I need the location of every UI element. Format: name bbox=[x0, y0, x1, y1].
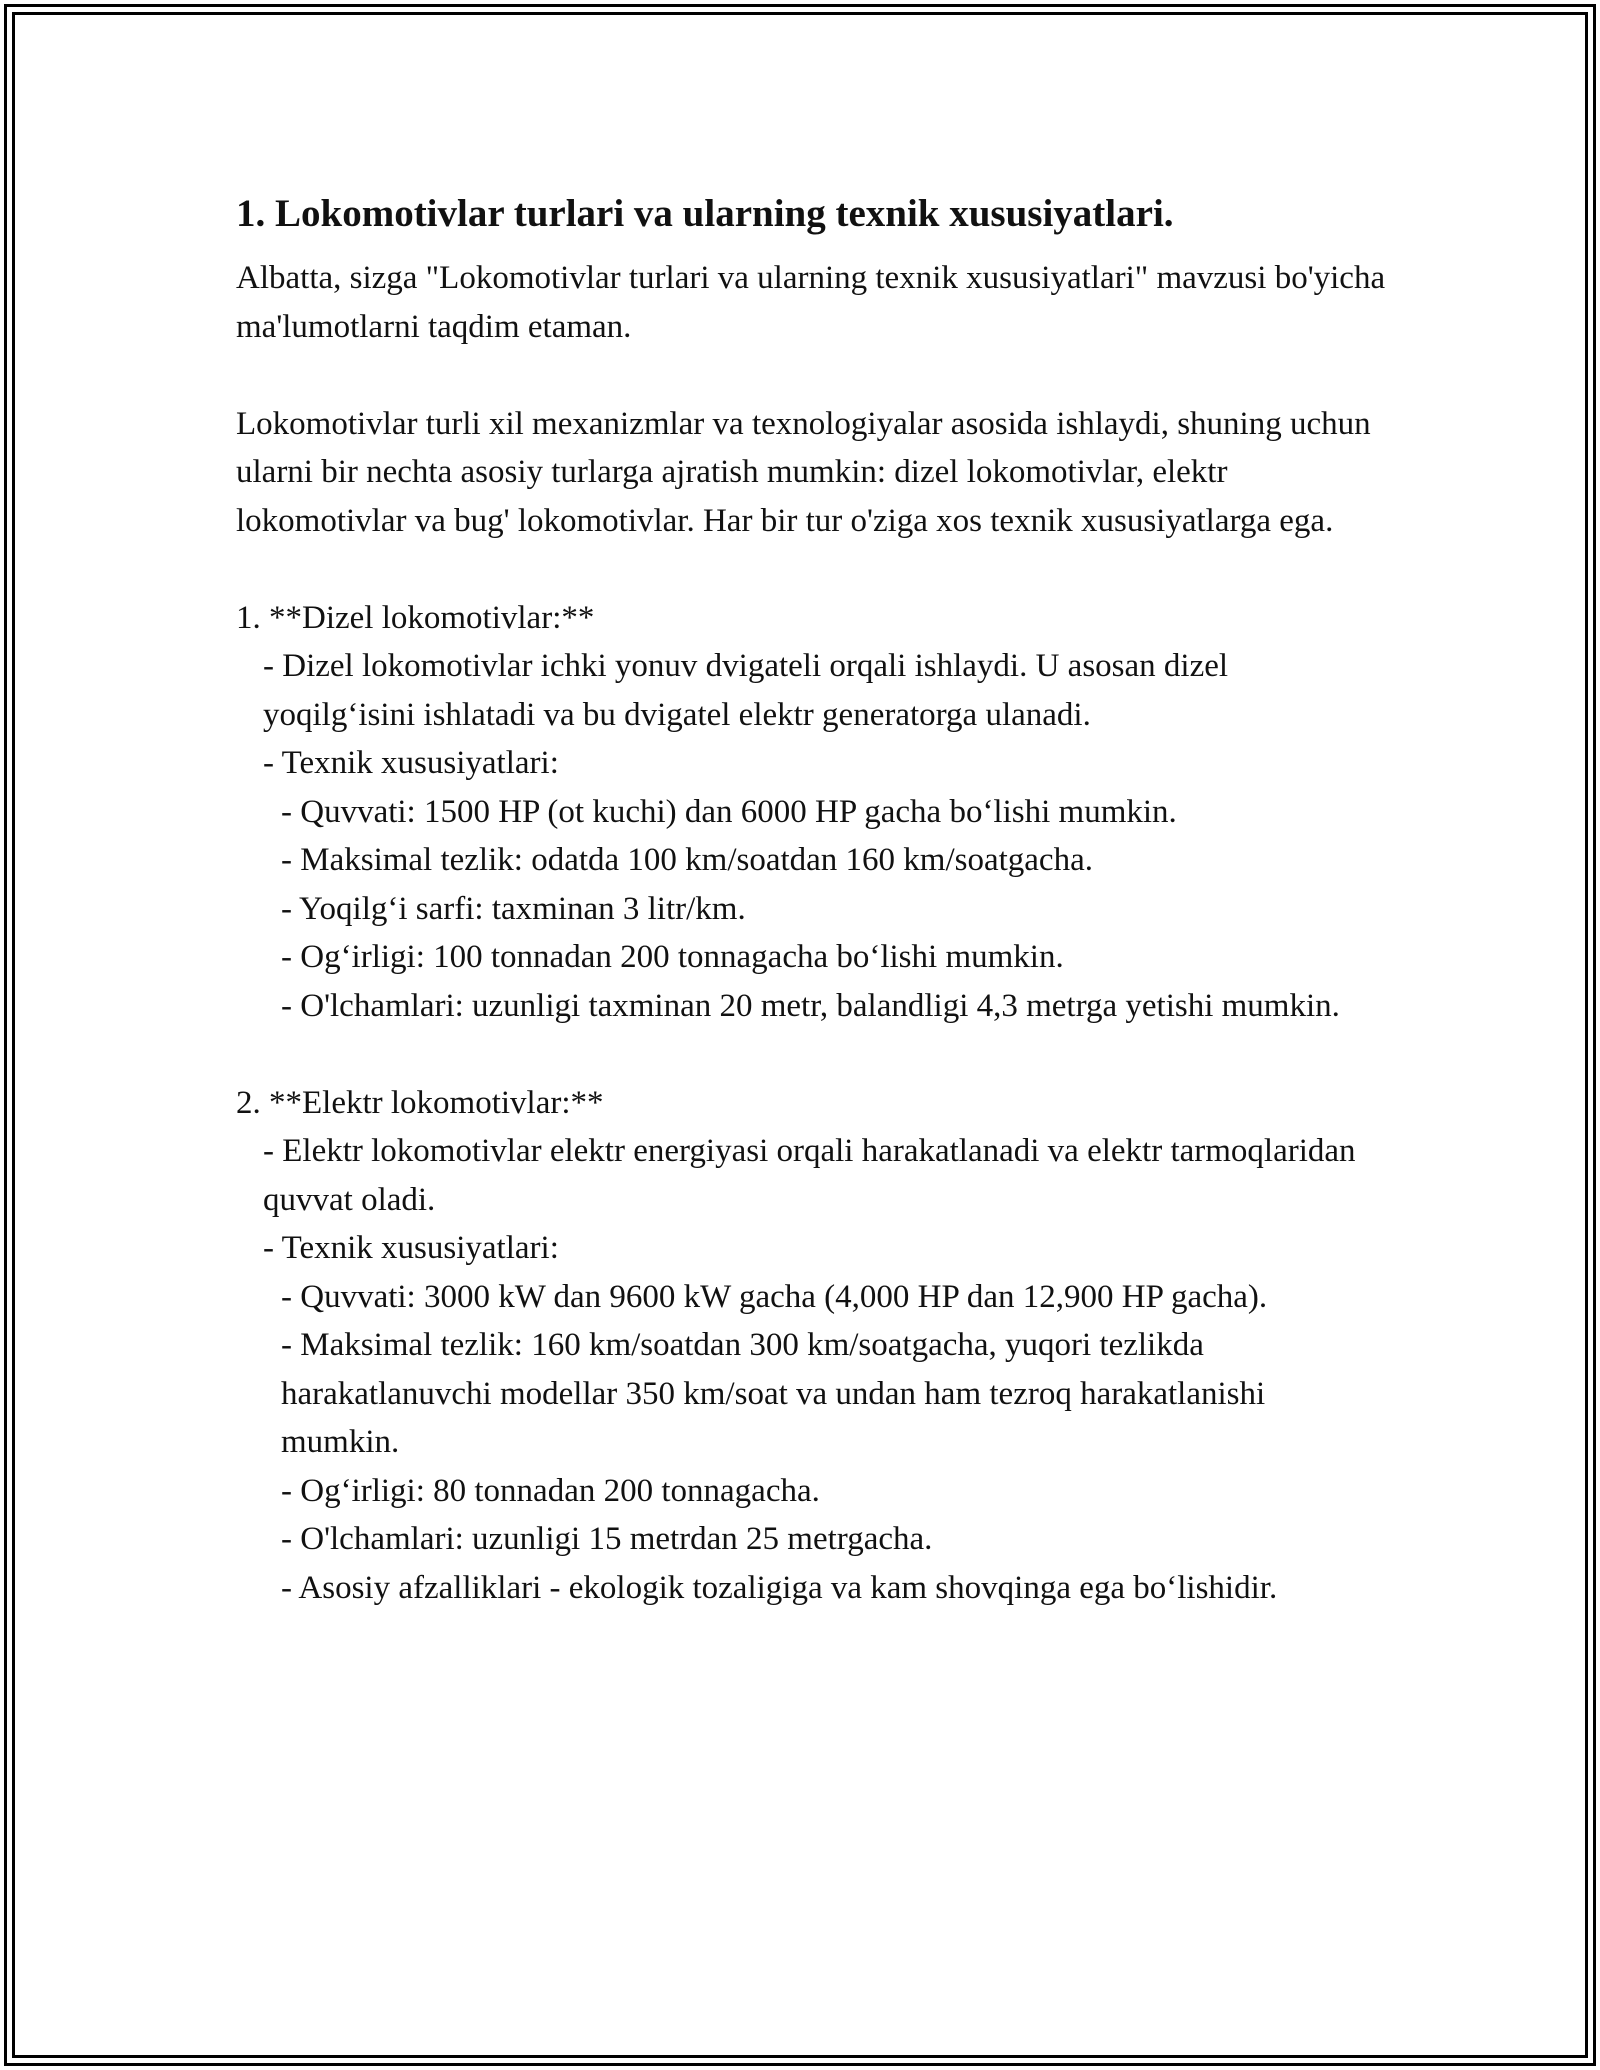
spec-item: - Yoqilg‘i sarfi: taxminan 3 litr/km. bbox=[281, 890, 746, 927]
spec-item: - Og‘irligi: 80 tonnadan 200 tonnagacha. bbox=[281, 1472, 820, 1509]
document-body bbox=[236, 186, 1386, 1612]
spec-item: - O'lchamlari: uzunligi 15 metrdan 25 metrgacha. bbox=[281, 1521, 933, 1557]
document-title: 1. Lokomotivlar turlari va ularning texnik xususiyatlari. bbox=[236, 192, 1174, 235]
specs-label: - Texnik xususiyatlari: bbox=[263, 745, 559, 781]
paragraph-spacer bbox=[236, 545, 1386, 594]
specs-label: - Texnik xususiyatlari: bbox=[263, 1230, 559, 1266]
section-heading: 2. **Elektr lokomotivlar:** bbox=[236, 1084, 604, 1121]
spec-item: - Maksimal tezlik: odatda 100 km/soatdan 160 km/soatgacha. bbox=[281, 842, 1093, 878]
spec-item: - Quvvati: 1500 HP (ot kuchi) dan 6000 HP gacha bo‘lishi mumkin. bbox=[281, 793, 1177, 830]
spec-item: - O'lchamlari: uzunligi taxminan 20 metr, balandligi 4,3 metrga yetishi mumkin. bbox=[281, 987, 1340, 1024]
intro-paragraph: Albatta, sizga "Lokomotivlar turlari va ularning texnik xususiyatlari" mavzusi bo'yicha ma'lumotlarni taqdim etaman. bbox=[236, 260, 1386, 345]
spec-item: - Og‘irligi: 100 tonnadan 200 tonnagacha bo‘lishi mumkin. bbox=[281, 939, 1064, 975]
paragraph-spacer bbox=[236, 1030, 1386, 1079]
section-heading: 1. **Dizel lokomotivlar:** bbox=[236, 599, 595, 636]
overview-paragraph: Lokomotivlar turli xil mexanizmlar va texnologiyalar asosida ishlaydi, shuning uchun ularni bir nechta asosiy turlarga ajratish mumkin: dizel lokomotivlar, elektr lokomotivlar va bug' lokomotivlar. Har bir tur o'ziga xos texnik xususiyatlarga ega. bbox=[236, 405, 1371, 539]
spec-item: - Asosiy afzalliklari - ekologik tozaligiga va kam shovqinga ega bo‘lishidir. bbox=[281, 1569, 1278, 1606]
section-diesel bbox=[236, 594, 1386, 1031]
paragraph-spacer bbox=[236, 351, 1386, 400]
spec-item: - Quvvati: 3000 kW dan 9600 kW gacha (4,000 HP dan 12,900 HP gacha). bbox=[281, 1278, 1268, 1315]
spec-item: - Maksimal tezlik: 160 km/soatdan 300 km/soatgacha, yuqori tezlikda harakatlanuvchi modellar 350 km/soat va undan ham tezroq harakatlanishi mumkin. bbox=[281, 1327, 1274, 1460]
section-description: - Dizel lokomotivlar ichki yonuv dvigateli orqali ishlaydi. U asosan dizel yoqilg‘isini ishlatadi va bu dvigatel elektr generatorga ulanadi. bbox=[263, 648, 1237, 733]
section-electric bbox=[236, 1079, 1386, 1613]
section-description: - Elektr lokomotivlar elektr energiyasi orqali harakatlanadi va elektr tarmoqlaridan quvvat oladi. bbox=[263, 1133, 1364, 1218]
